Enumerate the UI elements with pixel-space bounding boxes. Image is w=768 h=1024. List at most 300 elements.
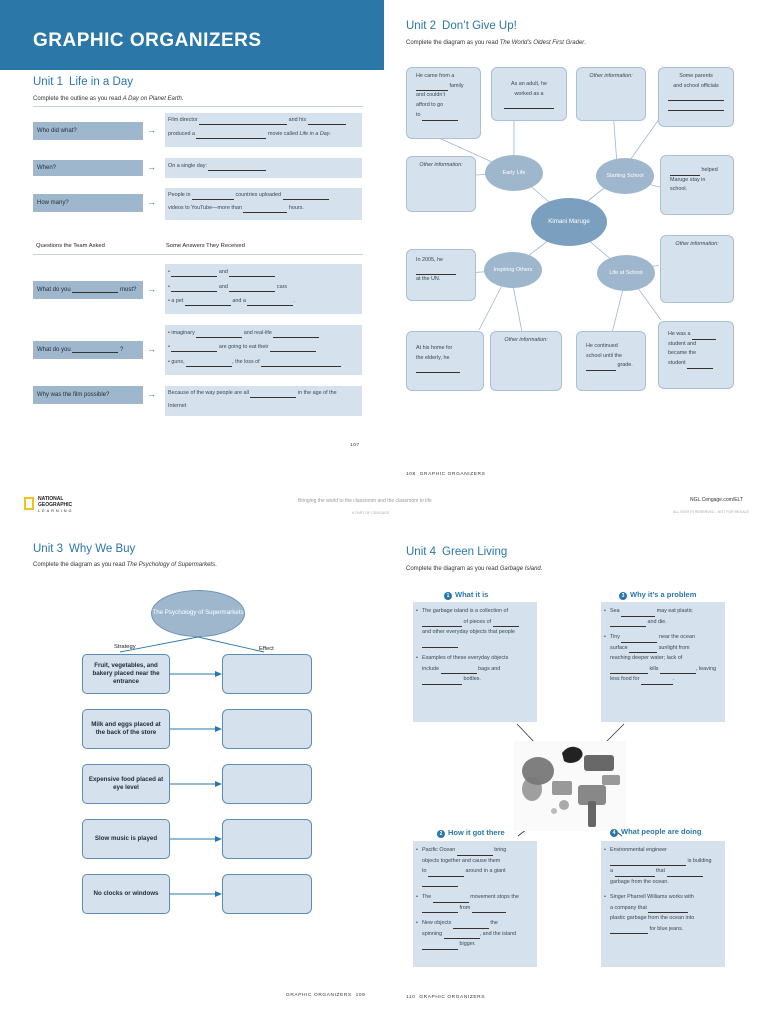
blank[interactable]	[192, 194, 234, 200]
blank[interactable]	[196, 133, 266, 139]
instruction-text: Complete the diagram as you read	[406, 40, 500, 46]
blank[interactable]	[196, 332, 242, 338]
blank[interactable]	[186, 361, 232, 367]
garbage-objects-illustration	[514, 741, 626, 831]
arrow-icon: →	[147, 284, 156, 294]
text: At his home for	[416, 345, 453, 351]
box-line	[422, 877, 533, 888]
q2-label	[33, 341, 143, 359]
who-label: Who did what?	[33, 122, 143, 140]
box-line	[422, 918, 533, 929]
box-line	[422, 929, 533, 940]
arrow-icon: →	[147, 197, 156, 207]
unit3-number: Unit 3	[33, 543, 64, 555]
text: guns,	[171, 359, 185, 365]
box-line	[422, 674, 533, 685]
bullet: •	[168, 269, 170, 275]
unit4-instruction	[406, 566, 542, 572]
text: produced a	[168, 131, 195, 137]
q2-answer-3	[168, 358, 341, 367]
cap-object	[559, 800, 569, 810]
text: helped	[701, 167, 718, 173]
arrow-icon: →	[147, 389, 156, 399]
blank[interactable]	[621, 611, 655, 617]
section-number: 1	[444, 592, 452, 600]
logo-text	[38, 497, 73, 513]
blank[interactable]	[641, 679, 673, 685]
text: of pieces of	[463, 618, 492, 625]
text: Tiny	[610, 634, 620, 641]
blank[interactable]	[472, 907, 506, 913]
blank[interactable]	[610, 621, 646, 627]
text: to	[422, 868, 427, 875]
bag-object	[584, 755, 614, 771]
oval-inspiring-others: Inspiring Others	[484, 252, 542, 288]
garbage-island-photo	[514, 741, 626, 831]
unit1-instruction	[33, 96, 184, 102]
page-number: 109	[355, 993, 366, 998]
text: What do you	[37, 347, 71, 353]
strategy-box: Slow music is played	[82, 819, 170, 859]
text: worked as a	[514, 90, 544, 97]
unit2-instruction	[406, 40, 586, 46]
text: a pet	[171, 298, 184, 304]
box-line	[670, 166, 730, 176]
how-got-there-box	[413, 841, 537, 967]
blank[interactable]	[422, 115, 458, 121]
unit3-title: Why We Buy	[69, 543, 136, 555]
box-line	[416, 266, 472, 276]
text: school.	[670, 186, 688, 193]
text: Because of the way people are all	[168, 390, 249, 396]
text: He was a	[668, 331, 691, 337]
footer-url[interactable]: NGL.Cengage.com/ELT	[690, 497, 743, 503]
blank[interactable]	[586, 365, 616, 371]
text: the	[490, 920, 498, 927]
what-it-is-box	[413, 602, 537, 722]
text: Other information:	[504, 337, 548, 343]
text: .	[293, 298, 295, 304]
q1-answer-2	[168, 283, 287, 292]
box-line	[416, 111, 477, 121]
text: most?	[120, 287, 137, 293]
blank[interactable]	[270, 346, 316, 352]
blank[interactable]	[422, 642, 458, 648]
blank[interactable]	[171, 271, 217, 277]
blank[interactable]	[208, 165, 266, 171]
box-line	[422, 939, 533, 950]
blank[interactable]	[504, 103, 554, 109]
effect-answer-box[interactable]	[222, 764, 312, 804]
page-number: 108	[406, 472, 416, 477]
box-line	[422, 892, 533, 903]
text: in the age of the	[297, 390, 337, 396]
text: The	[422, 894, 432, 901]
arrowhead-icon	[215, 671, 222, 677]
blank[interactable]	[422, 907, 458, 913]
text: afford to go	[416, 102, 444, 109]
blank[interactable]	[247, 300, 293, 306]
why-problem-box	[601, 602, 725, 722]
text: became the	[668, 350, 697, 357]
blank[interactable]	[229, 271, 275, 277]
box-line	[662, 101, 730, 111]
section-heading-why-problem	[619, 590, 696, 600]
section-heading-what-it-is	[444, 590, 488, 600]
effect-column-header: Effect	[259, 646, 274, 652]
text: near the ocean	[658, 634, 695, 641]
box-line	[610, 856, 721, 867]
early-life-box-2	[491, 67, 567, 121]
blank[interactable]	[283, 194, 329, 200]
box-line	[422, 617, 533, 628]
box-line	[422, 866, 533, 877]
text: a	[610, 868, 613, 875]
q2-answer-2	[168, 343, 316, 352]
blank[interactable]	[185, 300, 231, 306]
unit4-title: Green Living	[442, 546, 508, 558]
arrowhead-icon	[215, 891, 222, 897]
blank[interactable]	[171, 346, 217, 352]
footer-tagline: Bringing the world to the classroom and the classroom to life	[298, 498, 432, 504]
reading-title: A Day on Planet Earth	[122, 96, 182, 102]
starting-school-box-helped	[660, 155, 734, 215]
text: to	[416, 111, 421, 118]
text: movie called	[267, 131, 298, 137]
text: and his	[288, 117, 307, 123]
blank[interactable]	[615, 871, 655, 877]
text: .	[329, 131, 331, 137]
arrowhead-icon	[215, 781, 222, 787]
instruction-text: Complete the diagram as you read	[406, 566, 500, 572]
inspiring-other-info	[490, 331, 562, 391]
reading-title: Garbage Island	[499, 566, 541, 572]
blank[interactable]	[261, 361, 341, 367]
blank[interactable]	[72, 287, 118, 293]
goggles-object	[562, 747, 583, 763]
howmany-line-1	[168, 191, 329, 200]
heading-text: What it is	[455, 590, 489, 599]
oval-early-life: Early Life	[485, 155, 543, 191]
text: movement stops the	[470, 894, 519, 901]
inspiring-box-un	[406, 249, 476, 301]
text: He continued	[586, 343, 618, 349]
effect-answer-box[interactable]	[222, 874, 312, 914]
box-line: plastic garbage from the ocean into	[610, 915, 695, 922]
instruction-period: .	[215, 562, 217, 568]
text: .	[672, 676, 675, 683]
what-people-doing-box	[601, 841, 725, 967]
unit2-number: Unit 2	[406, 20, 437, 32]
bottle-object	[588, 801, 596, 827]
text: a company that	[610, 904, 647, 911]
text: and real-life	[243, 330, 272, 336]
blank[interactable]	[243, 207, 287, 213]
text: and	[218, 284, 228, 290]
blank[interactable]	[273, 332, 319, 338]
q1-answer-3	[168, 297, 295, 306]
ng-yellow-frame-icon	[24, 497, 34, 510]
page-label: GRAPHIC ORGANIZERS	[419, 472, 486, 477]
text: What do you	[37, 287, 71, 293]
text: from	[459, 904, 471, 911]
q3-line-2: Internet	[168, 403, 187, 409]
strategy-box: No clocks or windows	[82, 874, 170, 914]
text: , and the island	[479, 930, 517, 937]
box-line	[662, 91, 730, 101]
blank[interactable]	[692, 334, 716, 340]
text: , the loss of	[232, 359, 260, 365]
oval-kimani-maruge: Kimani Maruge	[531, 198, 607, 246]
who-line-1	[168, 116, 346, 125]
blank[interactable]	[457, 850, 493, 856]
page-number-107: 107	[350, 443, 360, 448]
blank[interactable]	[171, 286, 217, 292]
text: student and	[668, 340, 697, 347]
box-line	[668, 359, 730, 369]
text: Pacific Ocean	[422, 847, 456, 853]
instruction-period: .	[181, 96, 184, 102]
arrow-icon: →	[147, 125, 156, 135]
effect-answer-box[interactable]	[222, 709, 312, 749]
box-line: • The garbage island is a collection of	[422, 606, 533, 617]
q2-answer-1	[168, 329, 319, 338]
q3-label: Why was the film possible?	[33, 386, 143, 404]
blank[interactable]	[199, 119, 287, 125]
text: less food for	[610, 676, 640, 683]
life-at-school-other-info	[660, 235, 734, 303]
blank[interactable]	[667, 871, 703, 877]
text: is building	[687, 857, 712, 864]
questions-column-header: Questions the Team Asked	[36, 243, 105, 249]
plastic-object	[552, 781, 572, 795]
cap-object	[551, 808, 557, 814]
bullet: •	[168, 298, 170, 304]
unit2-title: Don’t Give Up!	[442, 20, 517, 32]
logo-line: NATIONAL	[38, 496, 64, 502]
bullet: •	[168, 359, 170, 365]
section-heading-how-got-there	[437, 828, 505, 838]
box-line: garbage from the ocean.	[610, 878, 669, 885]
q1-label	[33, 281, 143, 299]
blank[interactable]	[422, 944, 458, 950]
blank[interactable]	[668, 105, 724, 111]
oval-life-at-school: Life at School	[597, 255, 655, 291]
arrowhead-icon	[215, 726, 222, 732]
when-line	[168, 162, 266, 171]
box-line	[668, 330, 730, 340]
early-life-box-1	[406, 67, 481, 139]
logo-line: GEOGRAPHIC	[38, 501, 73, 508]
text: school until the	[586, 352, 622, 359]
section-heading-what-people-doing	[610, 827, 701, 837]
text: Other information:	[419, 162, 463, 168]
heading-text: How it got there	[448, 828, 505, 837]
when-label: When?	[33, 160, 143, 176]
page-label: GRAPHIC ORGANIZERS	[419, 995, 486, 1000]
unit3-heading	[33, 543, 135, 555]
reading-title: The Psychology of Supermarkets	[126, 562, 216, 568]
section-number: 4	[610, 829, 618, 837]
effect-answer-box[interactable]	[222, 819, 312, 859]
blank[interactable]	[621, 637, 657, 643]
page-footer-110	[406, 995, 485, 1000]
q1-answer-1	[168, 268, 275, 277]
footer-rights: ALL RIGHTS RESERVED - NOT FOR RESALE	[673, 510, 750, 514]
box-line	[422, 664, 533, 675]
instruction-period: .	[540, 566, 543, 572]
text: Sea	[610, 608, 620, 614]
box-line: • Environmental engineer	[610, 845, 721, 856]
text: and a	[232, 298, 246, 304]
box-line: objects together and cause them	[422, 857, 501, 864]
blank[interactable]	[610, 928, 648, 934]
box-line	[610, 632, 721, 643]
box-line	[422, 845, 533, 856]
blank[interactable]	[72, 347, 118, 353]
text: grade.	[617, 362, 633, 369]
text: the elderly, he	[416, 354, 450, 361]
blank[interactable]	[422, 679, 462, 685]
howmany-line-2	[168, 204, 304, 213]
arrow-icon: →	[147, 162, 156, 172]
text: cars	[276, 284, 288, 290]
box-line: • Singer Pharrell Williams works with	[610, 892, 721, 903]
text: , leaving	[695, 665, 717, 672]
blank[interactable]	[308, 119, 346, 125]
text: family	[449, 82, 464, 89]
blank[interactable]	[428, 871, 464, 877]
text: kills	[649, 665, 659, 672]
logo-line: LEARNING	[38, 508, 74, 513]
early-life-other-info	[406, 156, 476, 212]
divider	[33, 106, 363, 107]
blank[interactable]	[422, 881, 458, 887]
connector-line	[198, 637, 264, 652]
heading-text: Why it’s a problem	[630, 590, 697, 599]
text: New objects	[422, 920, 452, 927]
text: Other information:	[675, 241, 719, 247]
text: at the UN.	[416, 276, 441, 283]
box-line: reaching deeper water; lack of	[610, 655, 683, 662]
life-at-school-box-student	[658, 321, 734, 389]
section-number: 3	[619, 592, 627, 600]
unit4-number: Unit 4	[406, 546, 437, 558]
text: Some parents	[679, 73, 713, 79]
starting-school-box-parents	[658, 67, 734, 127]
unit2-heading	[406, 20, 517, 32]
box-line	[610, 903, 721, 914]
life-at-school-box-grade	[576, 331, 646, 391]
film-title: Life in a Day	[299, 131, 330, 137]
box-line	[422, 638, 533, 649]
box-line	[610, 643, 721, 654]
national-geographic-logo	[24, 497, 34, 510]
blank[interactable]	[433, 897, 469, 903]
blank[interactable]	[416, 367, 460, 373]
text: ?	[120, 347, 124, 353]
text: sunlight from	[658, 644, 690, 651]
box-line	[495, 99, 563, 109]
text: that	[656, 868, 665, 875]
box-line: • Examples of these everyday objects	[422, 653, 533, 664]
box-line	[416, 82, 477, 92]
footer-subtag: A PART OF CENGAGE	[352, 511, 390, 515]
bullet: •	[168, 330, 170, 336]
bullet: •	[168, 284, 170, 290]
strategy-box: Expensive food placed at eye level	[82, 764, 170, 804]
oval-psychology-of-supermarkets: The Psychology of Supermarkets	[151, 590, 245, 637]
text: bags and	[478, 665, 501, 672]
unit1-title: Life in a Day	[69, 76, 133, 88]
text: spinning	[422, 930, 443, 937]
arrowhead-icon	[215, 836, 222, 842]
unit4-heading	[406, 546, 507, 558]
inspiring-box-home	[406, 331, 484, 391]
section-number: 2	[437, 830, 445, 838]
text: videos to YouTube—more than	[168, 205, 242, 211]
text: bottles.	[463, 676, 481, 683]
text: countries uploaded	[235, 192, 282, 198]
heading-text: What people are doing	[621, 827, 702, 836]
blank[interactable]	[670, 170, 700, 176]
strategy-column-header: Strategy	[114, 644, 136, 650]
page-footer-109	[286, 993, 365, 998]
howmany-label: How many?	[33, 194, 143, 212]
text: may eat plastic	[656, 608, 693, 614]
text: for blue jeans.	[649, 925, 684, 932]
text: and school officials	[673, 82, 719, 89]
page-number: 110	[406, 995, 416, 1000]
unit1-heading	[33, 76, 133, 88]
text: and	[218, 269, 228, 275]
unit3-instruction	[33, 562, 217, 568]
strategy-box: Milk and eggs placed at the back of the store	[82, 709, 170, 749]
page-footer-108	[406, 472, 485, 477]
blank[interactable]	[687, 363, 713, 369]
text: He came from a	[416, 73, 455, 79]
netting-clump	[522, 777, 542, 801]
text: As an adult, he	[511, 81, 547, 87]
effect-answer-box[interactable]	[222, 654, 312, 694]
text: are going to eat their	[218, 344, 269, 350]
oval-starting-school: Starting School	[596, 158, 654, 194]
box-line	[610, 866, 721, 877]
banner-title: GRAPHIC ORGANIZERS	[33, 30, 262, 51]
instruction-text: Complete the outline as you read	[33, 96, 123, 102]
text: surface	[610, 644, 628, 651]
text: Film director	[168, 117, 198, 123]
instruction-period: .	[584, 40, 586, 46]
q3-line-1	[168, 389, 337, 398]
blank[interactable]	[453, 923, 489, 929]
text: On a single day:	[168, 163, 207, 169]
strategy-box: Fruit, vegetables, and bakery placed near the entrance	[82, 654, 170, 694]
who-line-2	[168, 130, 331, 139]
text: bigger.	[459, 941, 476, 948]
text: Maruge stay in	[670, 176, 706, 183]
box-line	[610, 617, 721, 628]
text: imaginary	[171, 330, 195, 336]
instruction-text: Complete the diagram as you read	[33, 562, 127, 568]
box-line	[610, 674, 721, 685]
blank[interactable]	[250, 392, 296, 398]
page-label: GRAPHIC ORGANIZERS	[286, 993, 352, 998]
blank[interactable]	[229, 286, 275, 292]
box-line	[610, 606, 721, 617]
box-line: and other everyday objects that people	[422, 629, 515, 636]
divider	[33, 254, 363, 255]
